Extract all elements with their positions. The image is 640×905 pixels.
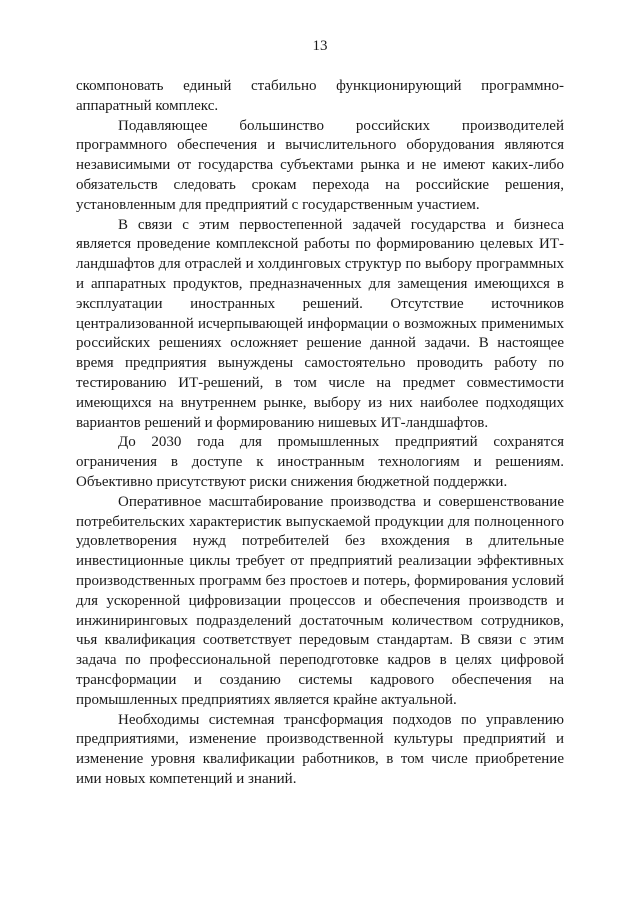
paragraph-production-scaling: Оперативное масштабирование производства и совершенствование потребительских характеристик выпускаемой продукции для полноценного удовлетворения нужд потребителей без вхождения в длительные инвестиционные циклы требует от предприятий реализации эффективных производственных программ без простоев и потерь, формирования условий для ускоренной цифровизации процессов и обеспечения производств и инжиниринговых подразделений достаточным количеством сотрудников, чья квалификация соответствует передовым стандартам. В связи с этим задача по профессиональной переподготовке кадров в целях цифровой трансформации и созданию системы кадрового обеспечения на промышленных предприятиях является крайне актуальной. xyxy=(76,493,564,708)
paragraph-it-landscapes: В связи с этим первостепенной задачей государства и бизнеса является проведение комплексной работы по формированию целевых ИТ-ландшафтов для отраслей и холдинговых структур по выбору программных и аппаратных продуктов, предназначенных для замещения имеющихся в эксплуатации иностранных решений. Отсутствие источников централизованной исчерпывающей информации о возможных применимых российских решениях осложняет решение данной задачи. В настоящее время предприятия вынуждены самостоятельно проводить работу по тестированию ИТ-решений, в том числе на предмет совместимости имеющихся на внутреннем рынке, выбору из них наиболее подходящих вариантов решений и формированию нишевых ИТ-ландшафтов. xyxy=(76,216,564,431)
page-number: 13 xyxy=(312,38,328,54)
paragraph-russian-vendors: Подавляющее большинство российских производителей программного обеспечения и вычислительного оборудования являются независимыми от государства субъектами рынка и не имеют каких-либо обязательств следовать срокам перехода на российские решения, установленным для предприятий с государственным участием. xyxy=(76,117,564,213)
body-text xyxy=(76,77,564,790)
paragraph-transformation: Необходимы системная трансформация подходов по управлению предприятиями, изменение производственной культуры предприятий и изменение уровня квалификации работников, в том числе приобретение ими новых компетенций и знаний. xyxy=(76,711,564,787)
paragraph-continuation: скомпоновать единый стабильно функционирующий программно-аппаратный комплекс. xyxy=(76,78,564,114)
paragraph-2030-restrictions: До 2030 года для промышленных предприятий сохранятся ограничения в доступе к иностранным технологиям и решениям. Объективно присутствуют риски снижения бюджетной поддержки. xyxy=(76,434,564,490)
